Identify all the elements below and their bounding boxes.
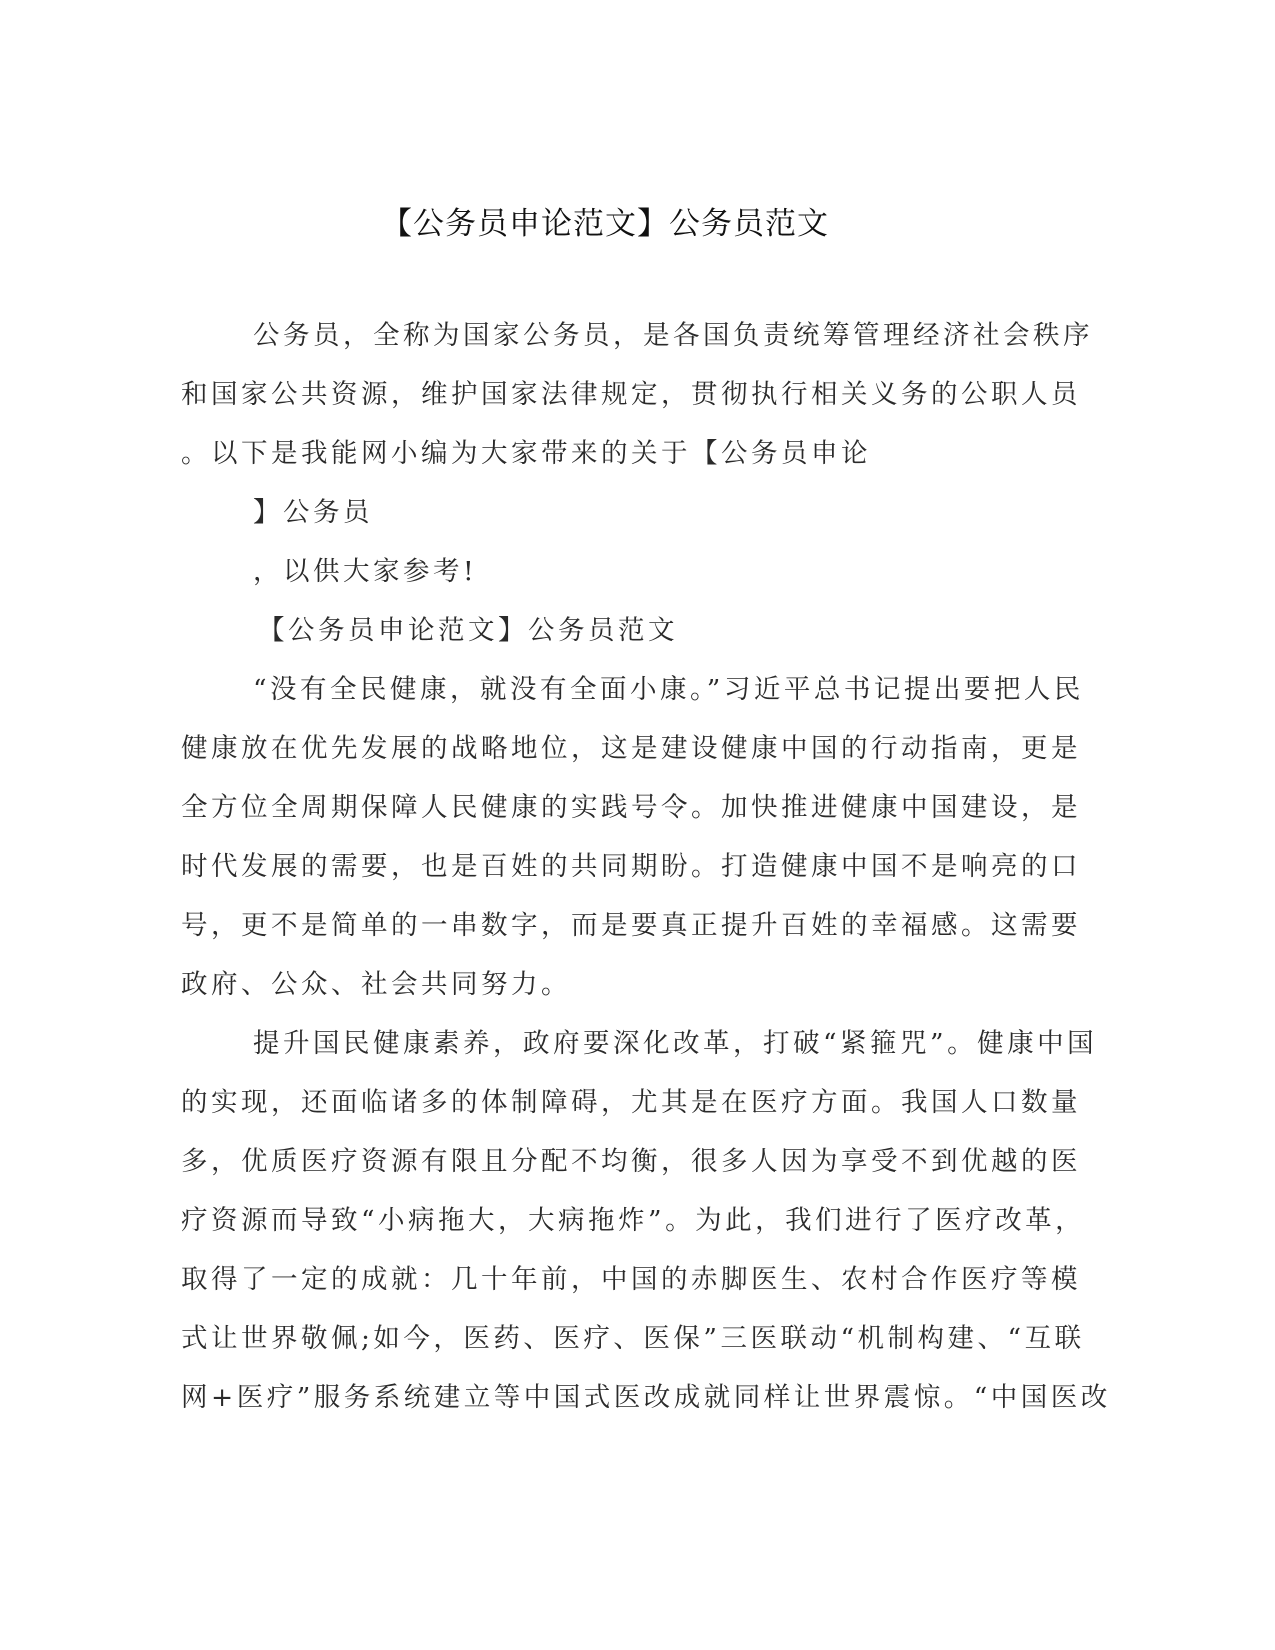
text-line: 号，更不是简单的一串数字，而是要真正提升百姓的幸福感。这需要 xyxy=(181,910,1081,941)
text-line: 公务员，全称为国家公务员，是各国负责统筹管理经济社会秩序 xyxy=(253,320,1093,351)
text-line: 取得了一定的成就：几十年前，中国的赤脚医生、农村合作医疗等模 xyxy=(181,1264,1081,1295)
text-line: 疗资源而导致“小病拖大，大病拖炸”。为此，我们进行了医疗改革， xyxy=(181,1205,1086,1236)
text-line: 健康放在优先发展的战略地位，这是建设健康中国的行动指南，更是 xyxy=(181,733,1081,764)
text-line: 。以下是我能网小编为大家带来的关于【公务员申论 xyxy=(181,438,871,469)
text-line: 政府、公众、社会共同努力。 xyxy=(181,969,571,1000)
document-title: 【公务员申论范文】公务员范文 xyxy=(381,206,829,242)
text-line: 】公务员 xyxy=(253,497,373,528)
text-line: 全方位全周期保障人民健康的实践号令。加快推进健康中国建设，是 xyxy=(181,792,1081,823)
text-line: 网+医疗”服务系统建立等中国式医改成就同样让世界震惊。“中国医改 xyxy=(181,1382,1111,1413)
text-line: 多，优质医疗资源有限且分配不均衡，很多人因为享受不到优越的医 xyxy=(181,1146,1081,1177)
text-line: 式让世界敬佩;如今，医药、医疗、医保”三医联动“机制构建、“互联 xyxy=(181,1323,1085,1354)
text-line: 和国家公共资源，维护国家法律规定，贯彻执行相关义务的公职人员 xyxy=(181,379,1081,410)
text-line: “没有全民健康，就没有全面小康。”习近平总书记提出要把人民 xyxy=(253,674,1084,705)
text-line: 提升国民健康素养，政府要深化改革，打破“紧箍咒”。健康中国 xyxy=(253,1028,1098,1059)
text-line: ，以供大家参考! xyxy=(253,556,478,587)
text-line: 时代发展的需要，也是百姓的共同期盼。打造健康中国不是响亮的口 xyxy=(181,851,1081,882)
text-line: 的实现，还面临诸多的体制障碍，尤其是在医疗方面。我国人口数量 xyxy=(181,1087,1081,1118)
section-heading: 【公务员申论范文】公务员范文 xyxy=(258,615,678,646)
